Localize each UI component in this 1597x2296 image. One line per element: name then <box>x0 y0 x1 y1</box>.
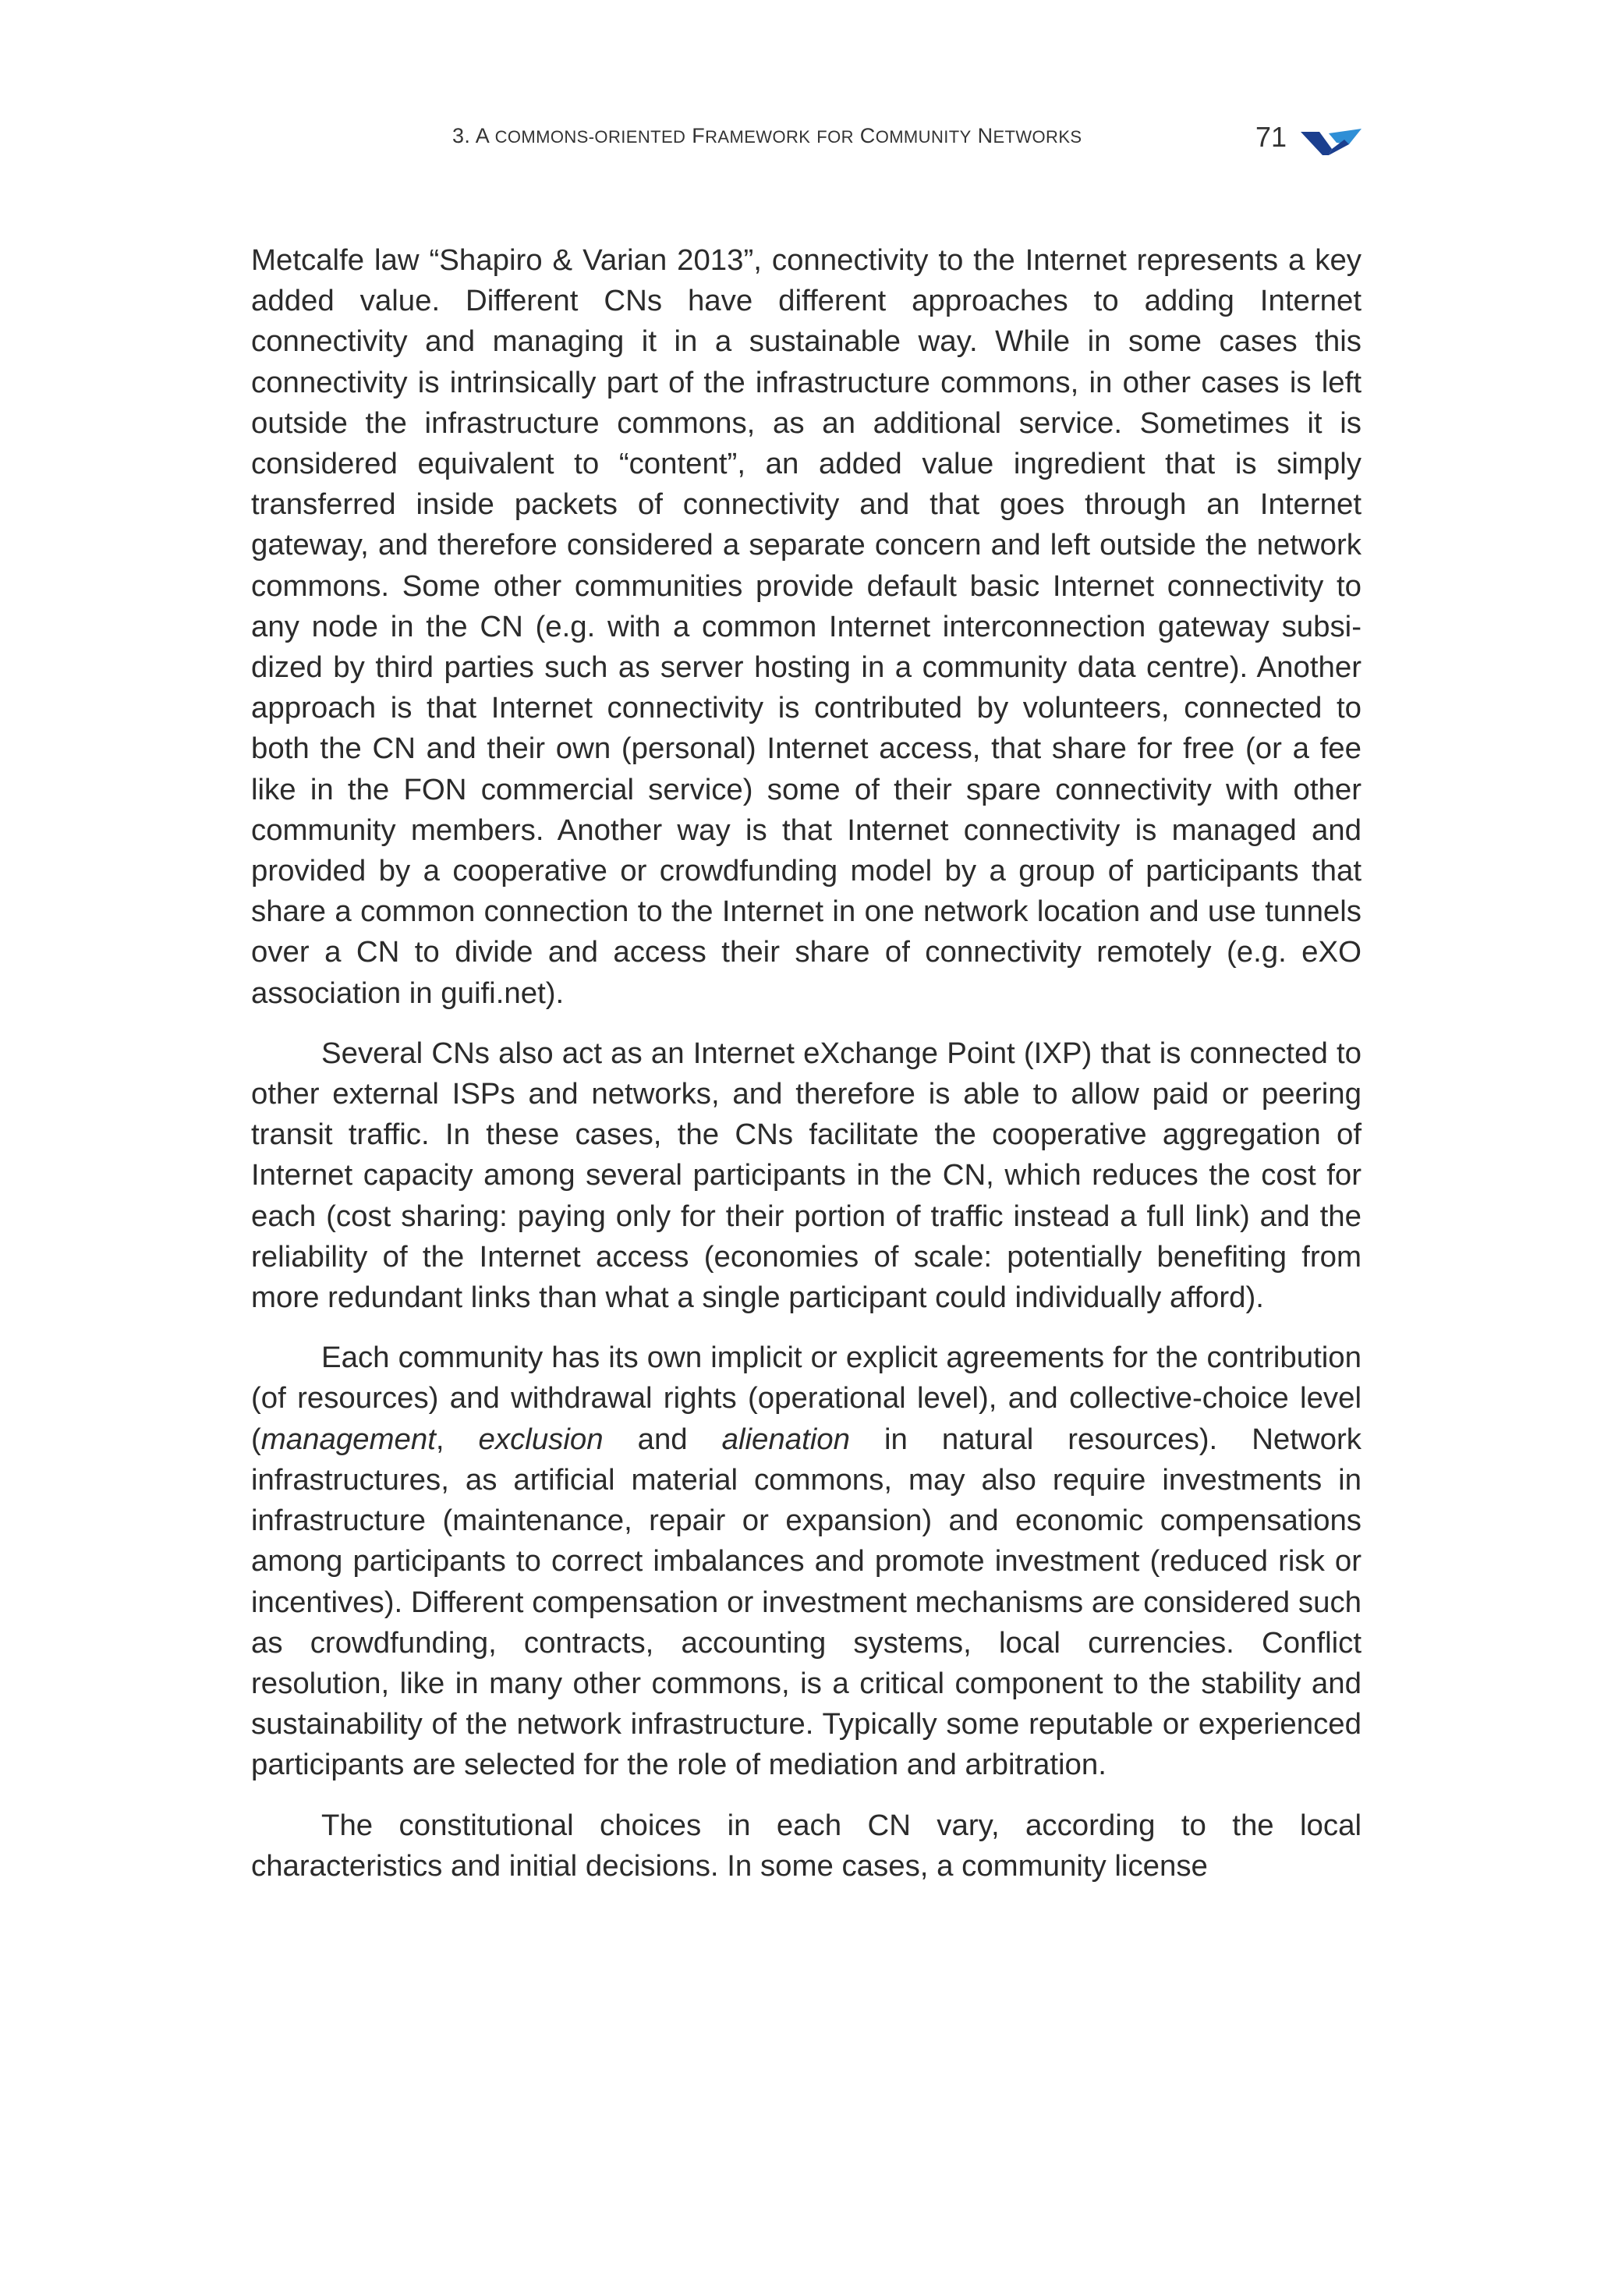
paragraph-3 <box>251 1338 1362 1785</box>
paragraph-2 <box>251 1033 1362 1318</box>
page-number: 71 <box>1255 121 1287 153</box>
chapter-number: 3. <box>452 124 471 147</box>
title-part: ETWORKS <box>993 127 1082 147</box>
title-part: RAMEWORK <box>705 127 811 147</box>
paragraph-text: , <box>435 1422 479 1456</box>
paragraph-text: The constitutional choices in each CN vary, according to the local characteristics and initial decisions. In some cases, a community license <box>251 1808 1362 1883</box>
title-part: COMMONS-ORIENTED <box>494 127 686 147</box>
title-part: F <box>692 124 706 147</box>
running-header <box>452 121 1361 158</box>
italic-term: management <box>260 1422 436 1456</box>
title-part: A <box>475 124 489 147</box>
italic-term: alienation <box>721 1422 850 1456</box>
title-part: N <box>977 124 993 147</box>
paragraph-text: Metcalfe law “Shapiro & Varian 2013”, connectivity to the Internet represents a key added value. Different CNs have different approaches to adding Internet connectivity and managing it in a sustainable way. While in some cases this connectivity is intrinsically part of the infrastructure commons, in other cases is left outside the infrastructure commons, as an additional service. Sometimes it is considered equivalent to “content”, an added value ingredient that is simply transferred inside packets of connectivity and that goes through an Internet gateway, and therefore considered a separate concern and left outside the network commons. Some other communities provide default basic Internet connectivity to any node in the CN (e.g. with a common Internet interconnection gateway subsidized by third parties such as server hosting in a community data centre). Another approach is that Internet connectivity is contributed by volunteers, connected to both the CN and their own (personal) Internet access, that share for free (or a fee like in the FON commercial service) some of their spare connectivity with other community members. Another way is that Internet connectivity is managed and provided by a cooperative or crowdfunding model by a group of participants that share a common connection to the Internet in one network location and use tunnels over a CN to divide and access their share of connectivity remotely (e.g. eXO association in guifi.net). <box>251 243 1362 1010</box>
body-text <box>251 240 1362 1887</box>
paragraph-4 <box>251 1805 1362 1887</box>
title-part: FOR <box>816 127 854 147</box>
chapter-title <box>452 124 1082 148</box>
paragraph-text: Each community has its own implicit or explicit agreements for the contribution (of resources) and withdrawal rights (operational level), and collective-choice level ( <box>251 1341 1362 1456</box>
italic-term: exclusion <box>478 1422 604 1456</box>
paragraph-text: and <box>603 1422 722 1456</box>
paragraph-text: in natural resources). Network infrastructures, as artificial material commons, may also require investments in infrastructure (maintenance, repair or expansion) and economic compensations among participants to correct imbalances and promote investment (reduced risk or incentives). Different compensation or investment mechanisms are considered such as crowdfunding, contracts, accounting systems, local currencies. Conflict resolution, like in many other commons, is a critical component to the stability and sustainability of the network infrastructure. Typically some reputable or experienced participants are selected for the role of mediation and arbitration. <box>251 1422 1362 1782</box>
title-part: OMMUNITY <box>875 127 972 147</box>
publisher-logo-icon <box>1301 127 1362 158</box>
paragraph-text: Several CNs also act as an Internet eXchange Point (IXP) that is connected to other external ISPs and networks, and therefore is able to allow paid or peering transit traffic. In these cases, the CNs facilitate the cooperative aggregation of Internet capacity among several participants in the CN, which reduces the cost for each (cost sharing: paying only for their portion of traffic instead a full link) and the reliability of the Internet access (economies of scale: potentially benefiting from more redundant links than what a single participant could individually afford). <box>251 1036 1362 1315</box>
paragraph-1 <box>251 240 1362 1014</box>
logo-dark-shape <box>1301 132 1332 155</box>
title-part: C <box>859 124 876 147</box>
